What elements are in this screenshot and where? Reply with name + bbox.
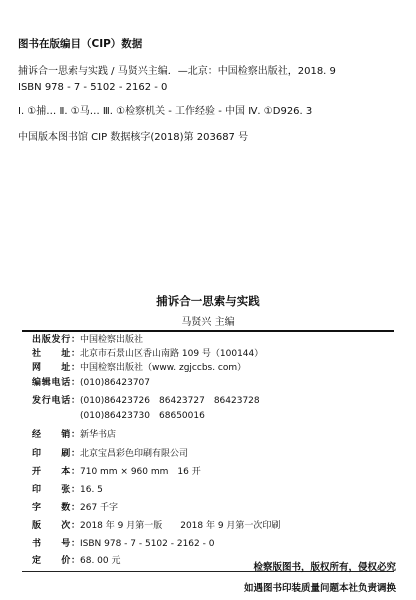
info-row [32, 427, 116, 443]
info-label: 出版发行： [32, 335, 80, 345]
cip-subjects: Ⅰ. ①捕… Ⅱ. ①马… Ⅲ. ①检察机关 - 工作经验 - 中国 Ⅳ. ①D926. 3 [18, 106, 313, 117]
info-value: 68. 00 元 [80, 556, 121, 566]
info-row [32, 408, 205, 424]
cip-catalog-number: 中国版本图书馆 CIP 数据核字(2018)第 203687 号 [18, 132, 249, 143]
info-value: 北京宝昌彩色印刷有限公司 [80, 449, 189, 459]
cip-heading: 图书在版编目（CIP）数据 [18, 38, 143, 50]
book-title: 捕诉合一思索与实践 [156, 294, 260, 308]
info-value: 中国检察出版社（www. zgjccbs. com） [80, 363, 247, 373]
info-value: 北京市石景山区香山南路 109 号（100144） [80, 349, 264, 359]
cip-isbn: ISBN 978 - 7 - 5102 - 2162 - 0 [18, 82, 168, 93]
info-row [32, 553, 121, 569]
info-value: 16. 5 [80, 485, 103, 495]
book-author: 马贤兴 主编 [181, 317, 235, 328]
info-row [32, 446, 188, 462]
info-row [32, 518, 280, 534]
info-label: 印 刷： [32, 449, 80, 459]
info-value: 2018 年 9 月第一版 2018 年 9 月第一次印刷 [80, 521, 281, 531]
info-row [32, 536, 214, 552]
info-label: 定 价： [32, 556, 80, 566]
info-value: (010)86423730 68650016 [80, 411, 205, 421]
info-label: 印 张： [32, 485, 80, 495]
quality-notice: 如遇图书印装质量问题本社负责调换 [243, 583, 396, 594]
info-label: 版 次： [32, 521, 80, 531]
info-value: (010)86423707 [80, 378, 151, 388]
info-label: 开 本： [32, 467, 80, 477]
info-label: 书 号： [32, 539, 80, 549]
info-value: ISBN 978 - 7 - 5102 - 2162 - 0 [80, 539, 215, 549]
info-row [32, 375, 150, 391]
info-value: 267 千字 [80, 503, 119, 513]
info-label: 网 址： [32, 363, 80, 373]
info-label: 发行电话： [32, 396, 80, 406]
info-row [32, 482, 103, 498]
info-value: (010)86423726 86423727 86423728 [80, 396, 260, 406]
info-label: 字 数： [32, 503, 80, 513]
info-value: 中国检察出版社 [80, 335, 144, 345]
info-row [32, 360, 246, 376]
info-value: 新华书店 [80, 430, 117, 440]
copyright-notice: 检察版图书，版权所有，侵权必究 [253, 562, 396, 573]
info-label: 编辑电话： [32, 378, 80, 388]
info-row [32, 464, 201, 480]
info-row [32, 500, 118, 516]
info-label: 社 址： [32, 349, 80, 359]
info-row [32, 393, 260, 409]
cip-citation: 捕诉合一思索与实践 / 马贤兴主编．—北京：中国检察出版社，2018. 9 [18, 66, 336, 77]
info-label: 经 销： [32, 430, 80, 440]
info-value: 710 mm × 960 mm 16 开 [80, 467, 201, 477]
